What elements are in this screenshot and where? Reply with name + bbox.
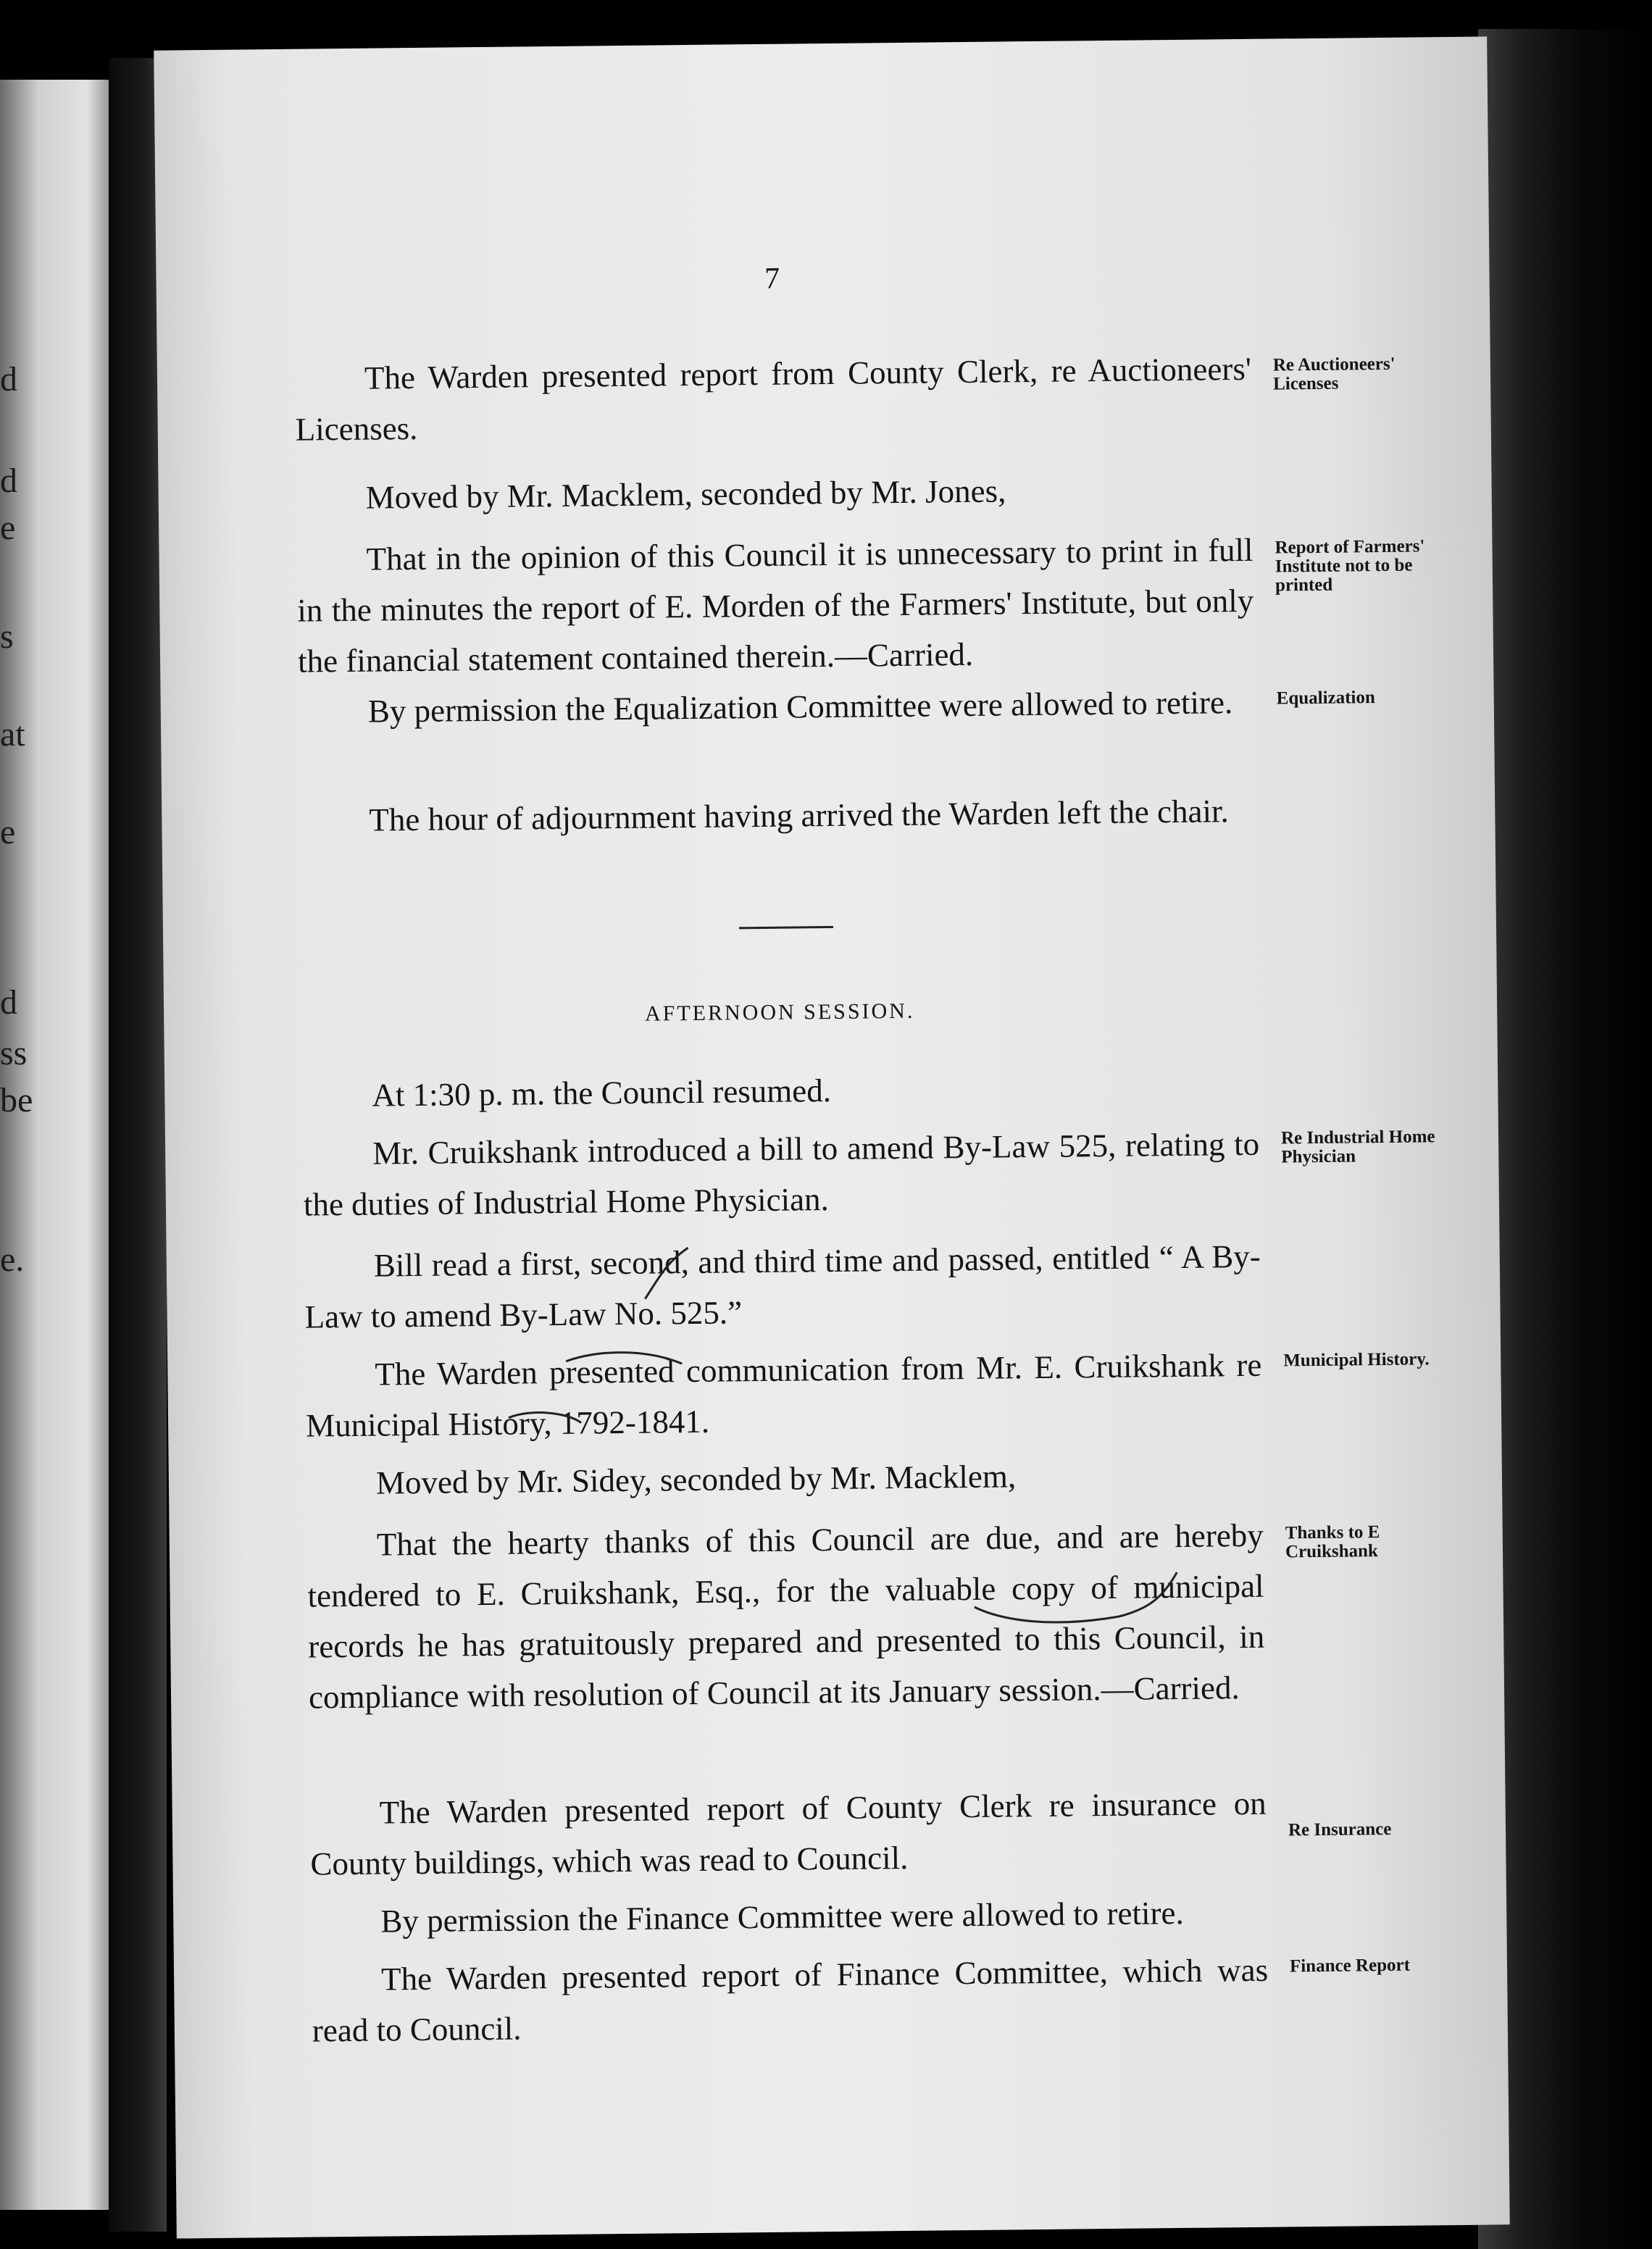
- margin-note-municipal-history: Municipal History.: [1283, 1349, 1430, 1371]
- paragraph-bylaw-bill: Mr. Cruikshank introduced a bill to amend By-Law 525, relating to the duties of Industrial Home Physician.: [303, 1125, 1260, 1223]
- paragraph-insurance-report: The Warden presented report of County Clerk re insurance on County buildings, which was read to Council.: [310, 1785, 1267, 1882]
- margin-note-insurance: Re Insurance: [1288, 1819, 1392, 1840]
- margin-note-industrial-physician: Re Industrial Home Physician: [1280, 1127, 1435, 1167]
- paragraph-equalization-retire: By permission the Equalization Committee were allowed to retire.: [367, 684, 1233, 730]
- facing-page-fragment: e: [0, 509, 16, 547]
- facing-page-fragment: d: [0, 983, 17, 1022]
- margin-note-auctioneers: Re Auctioneers' Licenses: [1272, 354, 1396, 394]
- paragraph-finance-report: The Warden presented report of Finance Committee, which was read to Council.: [312, 1951, 1269, 2049]
- margin-note-equalization: Equalization: [1276, 688, 1375, 709]
- margin-note-farmers-institute: Report of Farmers' Institute not to be printed: [1275, 536, 1425, 596]
- facing-page-fragment: d: [0, 360, 17, 399]
- paragraph-farmers-institute-motion: That in the opinion of this Council it is unnecessary to print in full in the minutes the report of E. Morden of the Farmers' Institute, but only the financial statement contained therein.—Carried.: [297, 531, 1254, 680]
- facing-page-fragment: s: [0, 617, 14, 656]
- margin-note-thanks: Thanks to E Cruikshank: [1285, 1522, 1380, 1562]
- page-body: [293, 256, 1435, 2049]
- paragraph-council-resumed: At 1:30 p. m. the Council resumed.: [372, 1072, 832, 1114]
- paragraph-motion-macklem-jones: Moved by Mr. Macklem, seconded by Mr. Jones,: [365, 472, 1006, 516]
- margin-note-finance-report: Finance Report: [1289, 1955, 1411, 1977]
- facing-page-fragment: d: [0, 462, 17, 500]
- paragraph-finance-retire: By permission the Finance Committee were allowed to retire.: [380, 1894, 1184, 1940]
- handwritten-pen-marks: [293, 256, 1341, 2078]
- section-heading-afternoon: AFTERNOON SESSION.: [644, 998, 915, 1026]
- paragraph-adjournment: The hour of adjournment having arrived the Warden left the chair.: [369, 793, 1229, 838]
- facing-page-fragment: be: [0, 1081, 33, 1119]
- paragraph-thanks-cruikshank: That the hearty thanks of this Council are due, and are hereby tendered to E. Cruikshank, Esq., for the valuable copy of municipal records he has gratuitously prepared and presented to this Council, in compliance with resolution of Council at its January session.—Carried.: [307, 1516, 1265, 1716]
- facing-page-fragment: ss: [0, 1034, 28, 1072]
- facing-page-fragment: at: [0, 715, 25, 754]
- paragraph-bill-passed: Bill read a first, second, and third time and passed, entitled “ A By-Law to amend By-Law No. 525.”: [304, 1238, 1261, 1335]
- page-number: 7: [764, 262, 780, 296]
- paragraph-municipal-history-communication: The Warden presented communication from Mr. E. Cruikshank re Municipal History, 1792-1841.: [305, 1346, 1262, 1444]
- document-page: [154, 36, 1510, 2238]
- paragraph-auctioneers-report: The Warden presented report from County Clerk, re Auctioneers' Licenses.: [295, 350, 1252, 448]
- facing-page-fragment: e.: [0, 1240, 25, 1279]
- facing-page-edge: [0, 80, 109, 2210]
- facing-page-fragment: e: [0, 813, 16, 851]
- paragraph-motion-sidey-macklem: Moved by Mr. Sidey, seconded by Mr. Macklem,: [375, 1458, 1017, 1501]
